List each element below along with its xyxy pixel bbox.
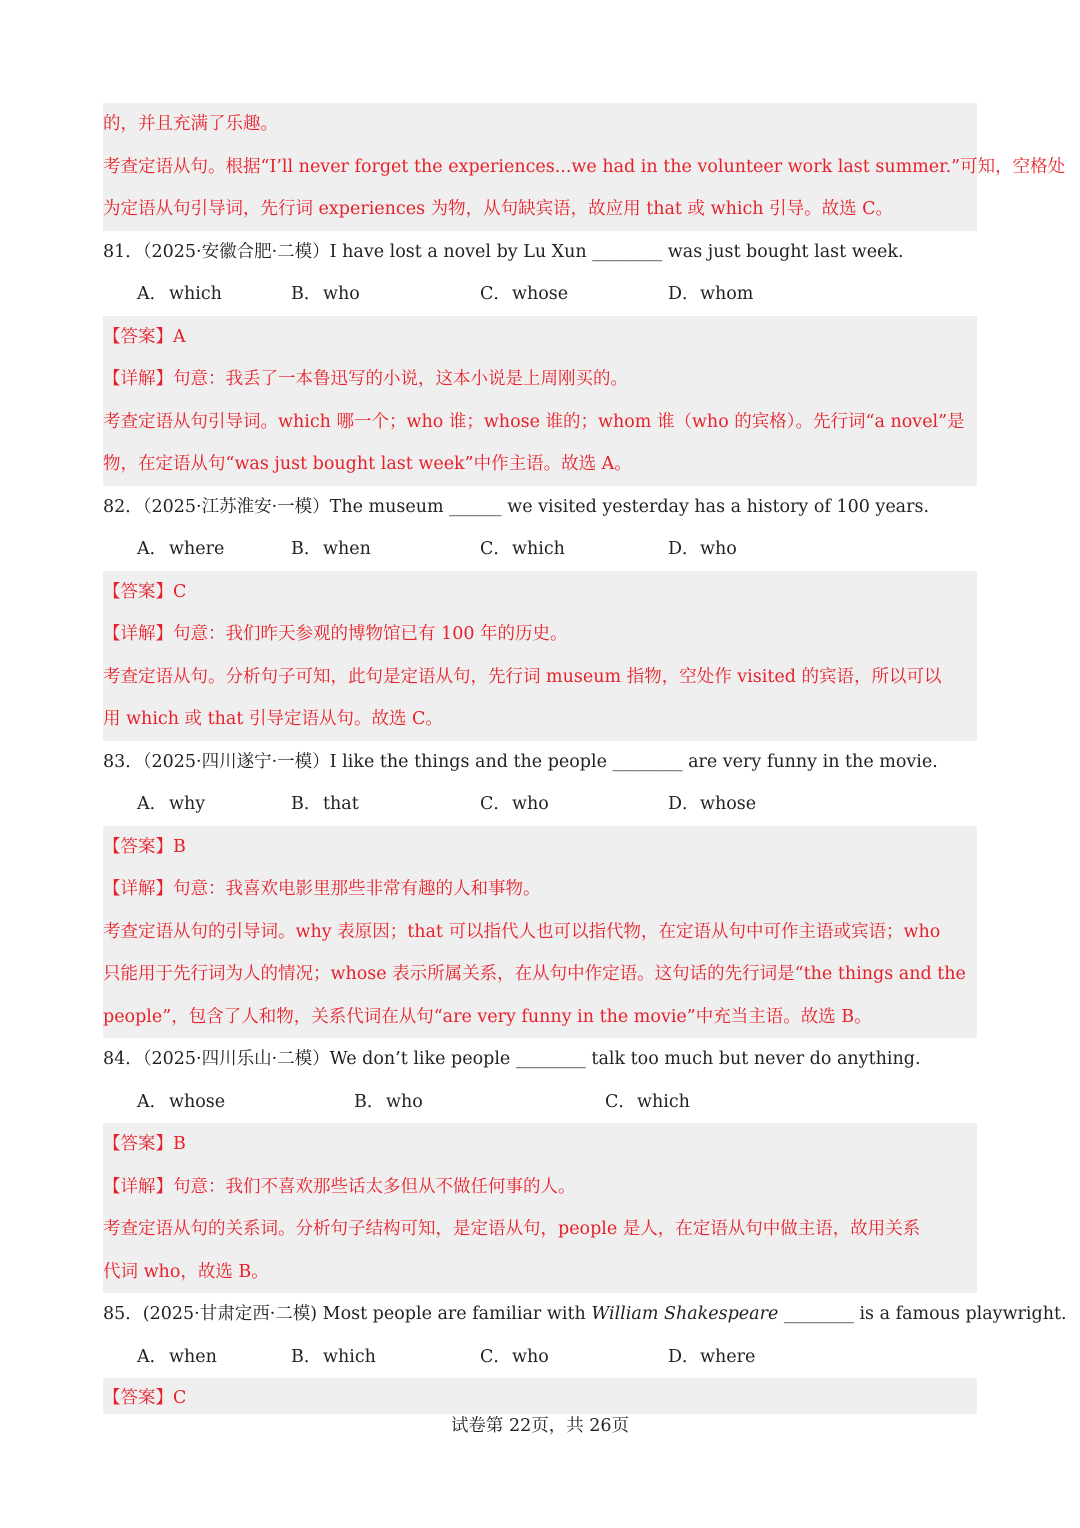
option-a: A． where (137, 539, 225, 559)
question-stem-85: 85．(2025·甘肃定西·二模) Most people are familiar with William Shakespeare ________ is a famous playwright. (103, 1304, 1067, 1324)
detail-81: 【详解】句意：我丢了一本鲁迅写的小说，这本小说是上周刚买的。 (103, 358, 977, 401)
answer-85: 【答案】C (103, 1378, 977, 1414)
option-c: C．who (480, 1346, 549, 1367)
option-b: B．that (291, 794, 359, 814)
analysis-83: people”，包含了人和物，关系代词在从句“are very funny in the movie”中充当主语。故选 B。 (103, 996, 977, 1039)
option-d: D．where (668, 1346, 756, 1367)
option-a: A． why (137, 794, 206, 814)
analysis-84: 考查定语从句的关系词。分析句子结构可知，是定语从句，people 是人，在定语从句中做主语，故用关系 (103, 1208, 977, 1251)
option-c: C．which (480, 539, 565, 559)
analysis-81: 物，在定语从句“was just bought last week”中作主语。故选 A。 (103, 443, 977, 486)
options-83 (103, 783, 977, 826)
option-b: B．who (291, 284, 360, 304)
question-stem-81: 81．（2025·安徽合肥·二模）I have lost a novel by Lu Xun ________ was just bought last week. (103, 241, 904, 262)
analysis-84: 代词 who，故选 B。 (103, 1251, 977, 1294)
answer-81: 【答案】A (103, 316, 977, 359)
analysis-81: 考查定语从句引导词。which 哪一个；who 谁；whose 谁的；whom 谁（who 的宾格）。先行词“a novel”是 (103, 401, 977, 444)
option-c: C．whose (480, 284, 569, 304)
option-b: B．who (354, 1091, 423, 1112)
options-84 (103, 1081, 977, 1124)
options-82 (103, 528, 977, 571)
detail-83: 【详解】句意：我喜欢电影里那些非常有趣的人和事物。 (103, 868, 977, 911)
answer-83: 【答案】B (103, 826, 977, 869)
explanation-line: 的，并且充满了乐趣。 (103, 103, 977, 146)
option-a: A． which (137, 284, 222, 304)
detail-84: 【详解】句意：我们不喜欢那些话太多但从不做任何事的人。 (103, 1166, 977, 1209)
answer-82: 【答案】C (103, 571, 977, 614)
page-footer: 试卷第 22页，共 26页 (450, 1416, 630, 1436)
option-d: D．whose (668, 794, 757, 814)
option-c: C．who (480, 794, 549, 814)
question-stem-84: 84．（2025·四川乐山·二模）We don’t like people ________ talk too much but never do anything. (103, 1049, 921, 1069)
option-d: D．whom (668, 284, 754, 304)
option-a: A． when (137, 1346, 217, 1367)
explanation-line: 考查定语从句。根据“I’ll never forget the experiences...we had in the volunteer work last summer.”可知，空格处 (103, 146, 977, 189)
explanation-line: 为定语从句引导词，先行词 experiences 为物，从句缺宾语，故应用 that 或 which 引导。故选 C。 (103, 188, 977, 231)
option-b: B．when (291, 539, 371, 559)
detail-82: 【详解】句意：我们昨天参观的博物馆已有 100 年的历史。 (103, 613, 977, 656)
option-c: C．which (605, 1091, 690, 1112)
analysis-82: 考查定语从句。分析句子可知，此句是定语从句，先行词 museum 指物，空处作 visited 的宾语，所以可以 (103, 656, 977, 699)
question-stem-83: 83．（2025·四川遂宁·一模）I like the things and the people ________ are very funny in the movie. (103, 751, 938, 772)
options-85 (103, 1336, 977, 1379)
analysis-82: 用 which 或 that 引导定语从句。故选 C。 (103, 698, 977, 741)
analysis-83: 只能用于先行词为人的情况；whose 表示所属关系，在从句中作定语。这句话的先行词是“the things and the (103, 953, 977, 996)
question-stem-82: 82．（2025·江苏淮安·一模）The museum ______ we visited yesterday has a history of 100 years. (103, 496, 930, 517)
option-d: D．who (668, 539, 737, 559)
analysis-83: 考查定语从句的引导词。why 表原因；that 可以指代人也可以指代物，在定语从句中可作主语或宾语；who (103, 911, 977, 954)
option-a: A． whose (137, 1091, 226, 1112)
answer-84: 【答案】B (103, 1123, 977, 1166)
option-b: B．which (291, 1346, 376, 1367)
options-81 (103, 273, 977, 316)
